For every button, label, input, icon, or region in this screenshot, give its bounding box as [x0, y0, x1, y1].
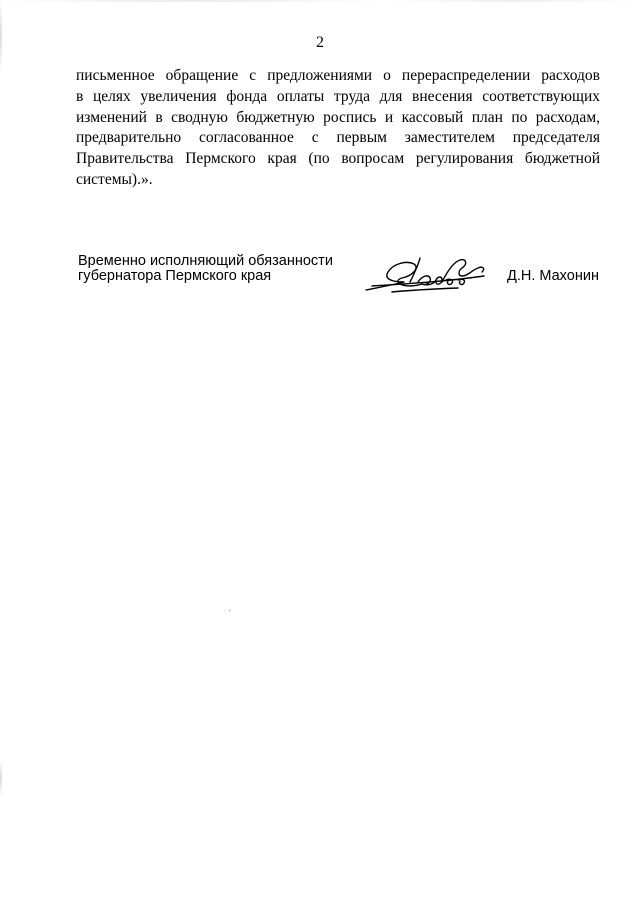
body-line: Правительства Пермского края (по вопросам регулирования бюджетной: [76, 150, 600, 168]
signer-name: Д.Н. Махонин: [507, 268, 599, 284]
scan-speck: [229, 610, 230, 611]
body-line: системы).».: [76, 170, 153, 188]
body-line: изменений в сводную бюджетную роспись и кассовый план по расходам,: [76, 108, 600, 126]
body-line: предварительно согласованное с первым заместителем председателя: [76, 129, 600, 147]
body-line: письменное обращение с предложениями о перераспределении расходов: [76, 67, 600, 84]
signatory-title-line: Временно исполняющий обязанности: [78, 253, 333, 269]
scan-edge-top: [0, 0, 640, 2]
body-paragraph: [76, 66, 600, 191]
scan-edge-left: [0, 0, 2, 905]
page-number: 2: [316, 34, 324, 51]
signatory-title-line: губернатора Пермского края: [78, 268, 272, 284]
signatory-title: [78, 254, 333, 284]
handwritten-signature: [362, 252, 490, 296]
body-line: в целях увеличения фонда оплаты труда для внесения соответствующих: [76, 87, 600, 105]
